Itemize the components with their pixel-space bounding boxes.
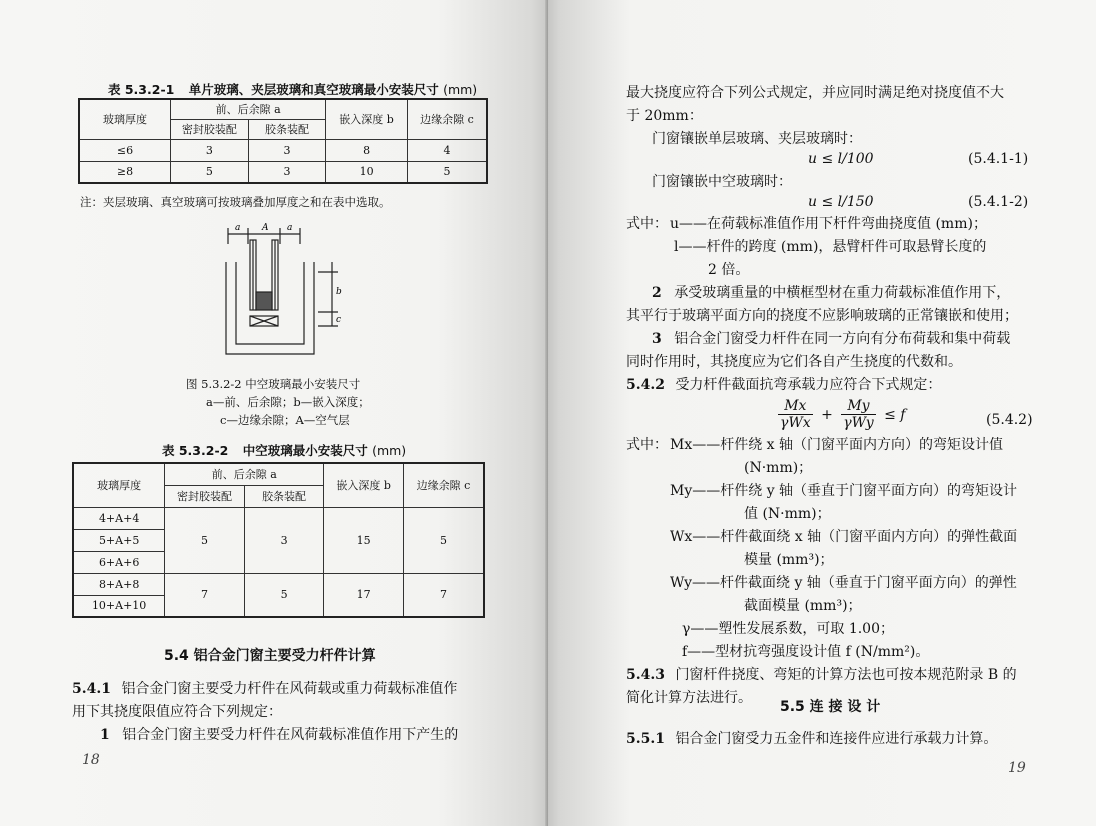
table-cell: 8+A+8 [73, 573, 165, 595]
table-cell: 5 [403, 507, 484, 573]
item-text: 铝合金门窗受力杆件在同一方向有分布荷载和集中荷载 [674, 331, 1011, 347]
clause-number: 5.4.3 [626, 667, 665, 683]
table1-header-depth: 嵌入深度 b [326, 99, 408, 139]
table-cell: 4+A+4 [73, 507, 165, 529]
item-number: 3 [652, 331, 662, 347]
page-number-left: 18 [82, 752, 100, 768]
table-row [73, 507, 484, 529]
clause-text: 门窗杆件挠度、弯矩的计算方法也可按本规范附录 B 的 [675, 667, 1017, 683]
table-cell: 10+A+10 [73, 595, 165, 617]
table-cell: 17 [324, 573, 404, 617]
formula-denominator-2: γWy [843, 415, 874, 431]
table-cell: 7 [403, 573, 484, 617]
table1-header-edge: 边缘余隙 c [407, 99, 487, 139]
item-3-line2: 同时作用时，其挠度应为它们各自产生挠度的代数和。 [626, 354, 962, 370]
def-My-line2: 值 (N·mm)； [744, 506, 831, 522]
table-cell: 5 [171, 161, 249, 183]
table-cell: 8 [326, 139, 408, 161]
table-cell: ≤6 [79, 139, 171, 161]
clause-5-4-2 [626, 374, 941, 397]
item-1-line1 [100, 724, 458, 747]
table-cell: 3 [248, 139, 326, 161]
formula-numerator-2: My [841, 398, 875, 415]
def-gamma: γ——塑性发展系数，可取 1.00； [682, 621, 894, 637]
item-2-line2: 其平行于玻璃平面方向的挠度不应影响玻璃的正常镶嵌和使用； [626, 308, 1018, 324]
def-Mx-line1: Mx——杆件绕 x 轴（门窗平面内方向）的弯矩设计值 [670, 437, 1004, 453]
item-text: 铝合金门窗主要受力杆件在风荷载标准值作用下产生的 [122, 727, 459, 743]
table2-header-depth: 嵌入深度 b [324, 463, 404, 507]
formula-denominator-1: γWx [780, 415, 811, 431]
table1-caption [108, 80, 477, 98]
formula-5-4-2-number: (5.4.2) [986, 412, 1033, 428]
case1-text: 门窗镶嵌单层玻璃、夹层玻璃时： [652, 131, 862, 147]
def-Wy-line2: 截面模量 (mm³)； [744, 598, 862, 614]
clause-text: 受力杆件截面抗弯承载力应符合下式规定： [675, 377, 942, 393]
clause-number: 5.5.1 [626, 731, 665, 747]
table2 [72, 462, 485, 618]
section-5-4-heading: 5.4 铝合金门窗主要受力杆件计算 [164, 648, 376, 664]
item-text: 承受玻璃重量的中横框型材在重力荷载标准值作用下， [674, 285, 1011, 301]
table-cell: 7 [165, 573, 245, 617]
fig-label-c: c [336, 315, 342, 325]
clause-number: 5.4.1 [72, 681, 111, 697]
table1-header-seal: 密封胶装配 [171, 119, 249, 139]
def-Wx-line1: Wx——杆件截面绕 x 轴（门窗平面内方向）的弹性截面 [670, 529, 1018, 545]
clause-text: 铝合金门窗主要受力杆件在风荷载或重力荷载标准值作 [121, 681, 458, 697]
table1-caption-number: 表 5.3.2-1 [108, 82, 175, 97]
item-number: 1 [100, 727, 110, 743]
table1-caption-title: 单片玻璃、夹层玻璃和真空玻璃最小安装尺寸 [188, 82, 439, 97]
table-cell: 5 [407, 161, 487, 183]
table-cell: 6+A+6 [73, 551, 165, 573]
def-Mx-line2: (N·mm)； [744, 460, 813, 476]
right-line2: 于 20mm： [626, 108, 703, 124]
figure-caption: 图 5.3.2-2 中空玻璃最小安装尺寸 [186, 377, 361, 391]
formula-5-4-1-2-number: (5.4.1-2) [968, 194, 1029, 210]
table2-header-clearance: 前、后余隙 a [165, 463, 324, 485]
table2-caption-unit: (mm) [372, 443, 407, 458]
fig-label-a2: a [287, 223, 293, 233]
where-label: 式中： [626, 216, 668, 232]
clause-5-4-3-line1 [626, 664, 1017, 687]
def-Wy-line1: Wy——杆件截面绕 y 轴（垂直于门窗平面方向）的弹性 [670, 575, 1017, 591]
case2-text: 门窗镶嵌中空玻璃时： [652, 174, 792, 190]
item-2-line1 [652, 282, 1010, 305]
table2-header-edge: 边缘余隙 c [403, 463, 484, 507]
formula-5-4-2 [778, 398, 905, 431]
table1-header-clearance: 前、后余隙 a [171, 99, 326, 119]
table-cell: 4 [407, 139, 487, 161]
table-cell: 15 [324, 507, 404, 573]
formula-5-4-1-1: u ≤ l/100 [808, 151, 874, 167]
fig-label-a1: a [235, 223, 241, 233]
table-cell: 10 [326, 161, 408, 183]
table-cell: 5+A+5 [73, 529, 165, 551]
table-cell: ≥8 [79, 161, 171, 183]
def-My-line1: My——杆件绕 y 轴（垂直于门窗平面方向）的弯矩设计 [670, 483, 1018, 499]
table2-header-thickness: 玻璃厚度 [73, 463, 165, 507]
table-cell: 3 [244, 507, 324, 573]
def-l-line2: 2 倍。 [708, 262, 750, 278]
table-cell: 3 [248, 161, 326, 183]
section-5-5-heading: 5.5 连 接 设 计 [780, 699, 881, 715]
table1 [78, 98, 488, 184]
table-row [73, 573, 484, 595]
formula-numerator-1: Mx [778, 398, 813, 415]
table2-caption-title: 中空玻璃最小安装尺寸 [242, 443, 368, 458]
def-Wx-line2: 模量 (mm³)； [744, 552, 834, 568]
clause-5-5-1 [626, 728, 997, 751]
clause-5-4-1-line1 [72, 678, 457, 701]
page-number-right: 19 [1008, 760, 1026, 776]
formula-5-4-1-2: u ≤ l/150 [808, 194, 874, 210]
table1-note: 注：夹层玻璃、真空玻璃可按玻璃叠加厚度之和在表中选取。 [80, 195, 391, 209]
where-label-2: 式中： [626, 437, 668, 453]
table2-header-strip: 胶条装配 [244, 485, 324, 507]
table-cell: 3 [171, 139, 249, 161]
insulating-glass-figure [222, 222, 352, 370]
formula-rhs: ≤ f [884, 406, 906, 423]
def-l-line1: l——杆件的跨度 (mm)，悬臂杆件可取悬臂长度的 [674, 239, 987, 255]
clause-text: 铝合金门窗受力五金件和连接件应进行承载力计算。 [675, 731, 998, 747]
item-number: 2 [652, 285, 662, 301]
table-row [79, 161, 487, 183]
right-line1: 最大挠度应符合下列公式规定，并应同时满足绝对挠度值不大 [626, 85, 1004, 101]
clause-5-4-1-line2: 用下其挠度限值应符合下列规定： [72, 704, 282, 720]
item-3-line1 [652, 328, 1010, 351]
def-f: f——型材抗弯强度设计值 f (N/mm²)。 [682, 644, 930, 660]
fig-label-A: A [262, 223, 269, 233]
table-cell: 5 [165, 507, 245, 573]
table2-caption-number: 表 5.3.2-2 [162, 443, 229, 458]
table-row [79, 139, 487, 161]
table1-header-thickness: 玻璃厚度 [79, 99, 171, 139]
table-cell: 5 [244, 573, 324, 617]
right-page [548, 0, 1096, 826]
table2-caption [162, 441, 406, 459]
table1-header-strip: 胶条装配 [248, 119, 326, 139]
figure-legend-1: a—前、后余隙；b—嵌入深度； [206, 395, 370, 409]
clause-5-4-3-line2: 简化计算方法进行。 [626, 690, 752, 706]
def-u: u——在荷载标准值作用下杆件弯曲挠度值 (mm)； [670, 216, 987, 232]
fig-label-b: b [336, 287, 342, 297]
clause-number: 5.4.2 [626, 377, 665, 393]
table2-header-seal: 密封胶装配 [165, 485, 245, 507]
formula-5-4-1-1-number: (5.4.1-1) [968, 151, 1029, 167]
formula-plus: + [821, 406, 833, 423]
figure-legend-2: c—边缘余隙；A—空气层 [220, 413, 350, 427]
table1-caption-unit: (mm) [443, 82, 478, 97]
